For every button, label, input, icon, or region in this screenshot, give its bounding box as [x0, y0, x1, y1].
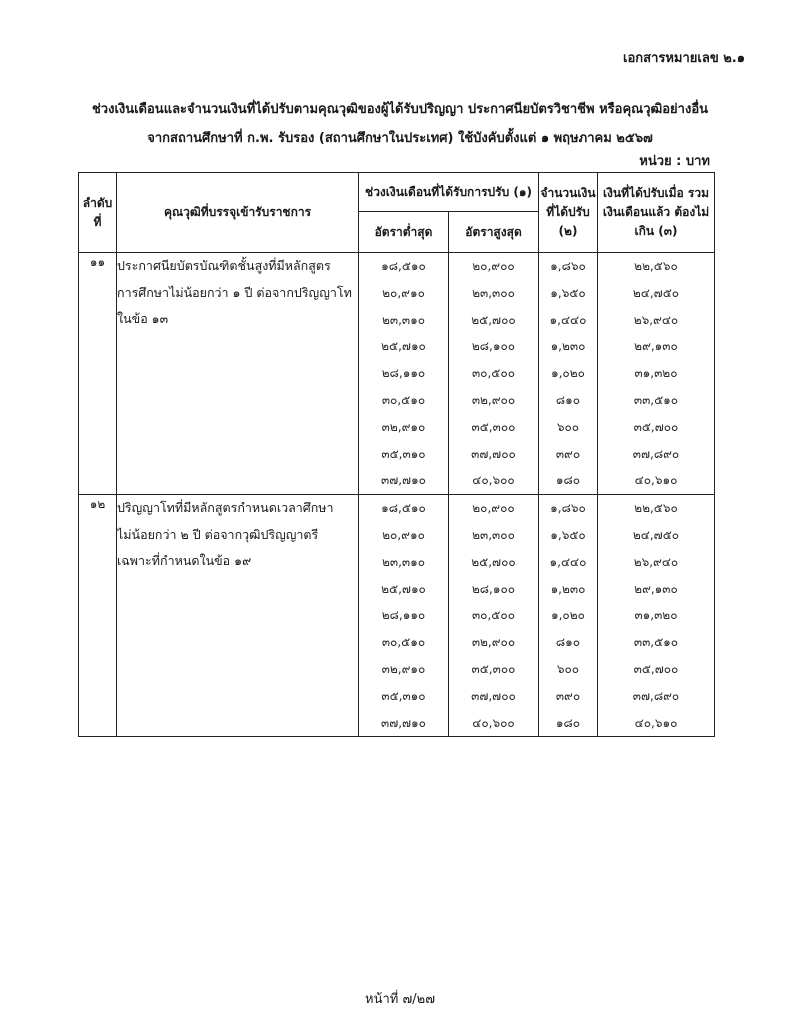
- adjustment-value: ๑,๐๒๐: [551, 608, 585, 623]
- min-rate-value: ๓๒,๙๑๐: [381, 661, 426, 676]
- min-rate-value: ๑๘,๕๑๐: [381, 259, 426, 273]
- adjustment-value: ๖๐๐: [556, 419, 580, 434]
- max-rate-value: ๓๒,๙๐๐: [471, 392, 516, 407]
- header-index: ลำดับ ที่: [79, 173, 117, 253]
- adjustment-value: ๑๘๐: [555, 473, 581, 488]
- qualification-line: ไม่น้อยกว่า ๒ ปี ต่อจากวุฒิปริญญาตรี: [117, 526, 319, 542]
- row-max-rate: [449, 495, 539, 737]
- min-rate-value: ๒๘,๑๑๐: [381, 608, 426, 623]
- max-rate-value: ๓๐,๕๐๐: [471, 608, 516, 623]
- qualification-line: การศึกษาไม่น้อยกว่า ๑ ปี ต่อจากปริญญาโท: [117, 284, 352, 300]
- row-min-rate: [359, 495, 449, 737]
- table-row: [79, 495, 715, 737]
- row-qualification: [117, 253, 359, 495]
- max-rate-value: ๒๓,๓๐๐: [472, 285, 515, 300]
- min-rate-value: ๓๗,๗๑๐: [380, 715, 426, 730]
- min-rate-value: ๓๐,๕๑๐: [381, 392, 426, 407]
- adjustment-value: ๑,๐๒๐: [551, 366, 585, 381]
- cap-value: ๓๕,๗๐๐: [633, 661, 679, 676]
- row-max-rate: [449, 253, 539, 495]
- min-rate-value: ๑๘,๕๑๐: [381, 501, 426, 516]
- cap-value: ๓๑,๓๒๐: [634, 608, 678, 623]
- min-rate-value: ๓๕,๓๑๐: [381, 688, 426, 703]
- max-rate-value: ๒๕,๗๐๐: [471, 312, 516, 327]
- adjustment-value: ๑,๘๖๐: [550, 501, 586, 516]
- document-title-line1: ช่วงเงินเดือนและจำนวนเงินที่ได้ปรับตามคุณวุฒิของผู้ได้รับปริญญา ประกาศนียบัตรวิชาชีพ หรือคุณวุฒิอย่างอื่น: [91, 102, 709, 117]
- header-min-rate: อัตราต่ำสุด: [359, 212, 449, 253]
- max-rate-value: ๒๐,๙๐๐: [472, 259, 515, 273]
- row-cap: [598, 253, 715, 495]
- salary-table: [78, 172, 715, 737]
- adjustment-value: ๓๙๐: [555, 446, 581, 461]
- header-cap: เงินที่ได้ปรับเมื่อ รวมเงินเดือนแล้ว ต้องไม่เกิน (๓): [598, 173, 715, 253]
- min-rate-value: ๒๕,๗๑๐: [381, 339, 426, 354]
- min-rate-value: ๒๕,๗๑๐: [381, 581, 426, 596]
- max-rate-value: ๔๐,๖๐๐: [472, 473, 515, 488]
- cap-value: ๓๗,๘๙๐: [632, 688, 680, 703]
- cap-value: ๒๙,๑๓๐: [634, 581, 678, 596]
- min-rate-value: ๒๘,๑๑๐: [381, 366, 426, 381]
- max-rate-value: ๒๘,๑๐๐: [471, 339, 516, 354]
- row-cap: [598, 495, 715, 737]
- min-rate-value: ๒๐,๙๑๐: [382, 285, 425, 300]
- qualification-line: ในข้อ ๑๓: [117, 311, 169, 326]
- min-rate-value: ๒๓,๓๑๐: [381, 554, 426, 569]
- header-max-rate: อัตราสูงสุด: [449, 212, 539, 253]
- cap-value: ๒๔,๗๕๐: [632, 285, 680, 300]
- adjustment-value: ๑,๔๔๐: [549, 554, 587, 569]
- adjustment-value: ๘๑๐: [555, 635, 581, 650]
- max-rate-value: ๓๕,๓๐๐: [471, 419, 516, 434]
- cap-value: ๓๓,๕๑๐: [633, 392, 679, 407]
- cap-value: ๒๖,๙๔๐: [633, 554, 679, 569]
- cap-value: ๓๓,๕๑๐: [633, 635, 679, 650]
- cap-value: ๒๙,๑๓๐: [634, 339, 678, 354]
- adjustment-value: ๑,๖๕๐: [550, 285, 586, 300]
- max-rate-value: ๓๐,๕๐๐: [471, 366, 516, 381]
- row-qualification: [117, 495, 359, 737]
- adjustment-value: ๘๑๐: [555, 392, 581, 407]
- cap-value: ๒๒,๕๖๐: [634, 501, 678, 516]
- qualification-line: ประกาศนียบัตรบัณฑิตชั้นสูงที่มีหลักสูตร: [117, 258, 331, 273]
- cap-value: ๓๑,๓๒๐: [634, 366, 678, 381]
- min-rate-value: ๒๓,๓๑๐: [381, 312, 426, 327]
- cap-value: ๓๕,๗๐๐: [633, 419, 679, 434]
- cap-value: ๔๐,๖๑๐: [634, 473, 678, 488]
- max-rate-value: ๒๐,๙๐๐: [472, 501, 515, 516]
- row-index: ๑๒: [79, 495, 117, 737]
- header-adjustment: จำนวนเงิน ที่ได้ปรับ (๒): [539, 173, 598, 253]
- row-adjustment: [539, 253, 598, 495]
- header-qualification: คุณวุฒิที่บรรจุเข้ารับราชการ: [117, 173, 359, 253]
- adjustment-value: ๑,๘๖๐: [550, 259, 586, 273]
- adjustment-value: ๑,๒๓๐: [550, 339, 586, 354]
- cap-value: ๓๗,๘๙๐: [632, 446, 680, 461]
- max-rate-value: ๔๐,๖๐๐: [472, 715, 515, 730]
- adjustment-value: ๓๙๐: [555, 688, 581, 703]
- cap-value: ๔๐,๖๑๐: [634, 715, 678, 730]
- max-rate-value: ๒๘,๑๐๐: [471, 581, 516, 596]
- row-index: ๑๑: [79, 253, 117, 495]
- min-rate-value: ๓๗,๗๑๐: [380, 473, 426, 488]
- document-code: เอกสารหมายเลข ๒.๑: [623, 51, 745, 66]
- page-number: หน้าที่ ๗/๒๗: [365, 992, 435, 1007]
- cap-value: ๒๖,๙๔๐: [633, 312, 679, 327]
- max-rate-value: ๓๗,๗๐๐: [471, 688, 516, 703]
- max-rate-value: ๓๕,๓๐๐: [471, 661, 516, 676]
- qualification-line: เฉพาะที่กำหนดในข้อ ๑๙: [117, 553, 252, 569]
- max-rate-value: ๓๗,๗๐๐: [471, 446, 516, 461]
- row-min-rate: [359, 253, 449, 495]
- table-row: [79, 253, 715, 495]
- cap-value: ๒๔,๗๕๐: [632, 527, 680, 542]
- max-rate-value: ๒๕,๗๐๐: [471, 554, 516, 569]
- adjustment-value: ๑,๒๓๐: [550, 581, 586, 596]
- adjustment-value: ๑๘๐: [555, 715, 581, 730]
- adjustment-value: ๑,๔๔๐: [549, 312, 587, 327]
- max-rate-value: ๓๒,๙๐๐: [471, 635, 516, 650]
- max-rate-value: ๒๓,๓๐๐: [472, 527, 515, 542]
- unit-label: หน่วย : บาท: [639, 154, 710, 169]
- min-rate-value: ๓๒,๙๑๐: [381, 419, 426, 434]
- cap-value: ๒๒,๕๖๐: [634, 259, 678, 273]
- header-salary-range: ช่วงเงินเดือนที่ได้รับการปรับ (๑): [359, 173, 539, 212]
- min-rate-value: ๓๕,๓๑๐: [381, 446, 426, 461]
- adjustment-value: ๖๐๐: [556, 661, 580, 676]
- min-rate-value: ๒๐,๙๑๐: [382, 527, 425, 542]
- adjustment-value: ๑,๖๕๐: [550, 527, 586, 542]
- document-title-line2: จากสถานศึกษาที่ ก.พ. รับรอง (สถานศึกษาในประเทศ) ใช้บังคับตั้งแต่ ๑ พฤษภาคม ๒๕๖๗: [147, 131, 653, 146]
- min-rate-value: ๓๐,๕๑๐: [381, 635, 426, 650]
- qualification-line: ปริญญาโทที่มีหลักสูตรกำหนดเวลาศึกษา: [117, 500, 334, 516]
- row-adjustment: [539, 495, 598, 737]
